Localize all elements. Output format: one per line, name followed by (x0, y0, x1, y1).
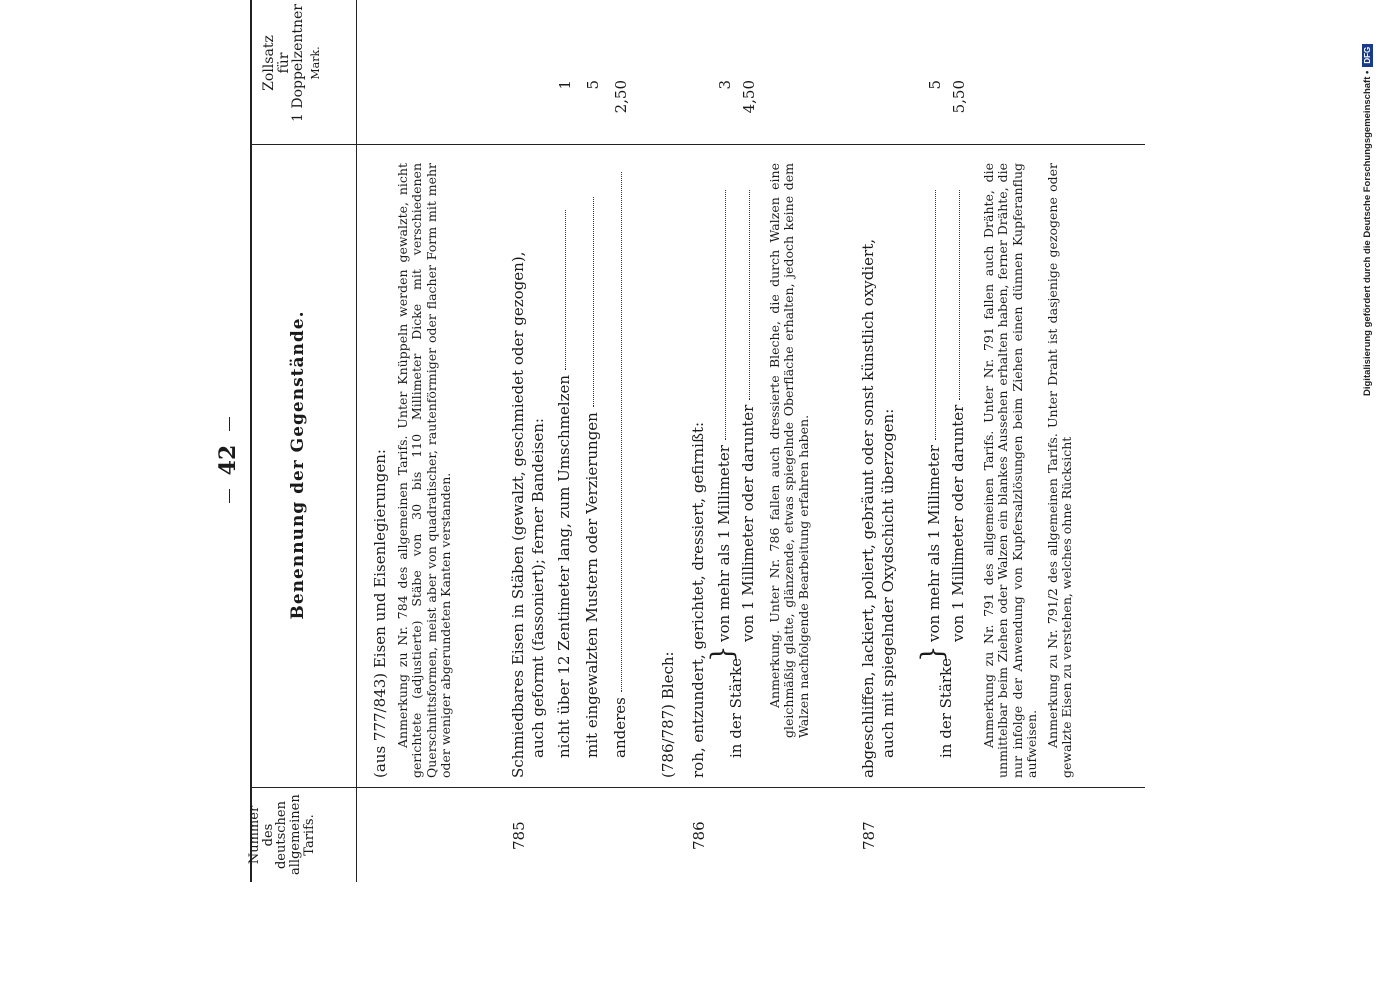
column-divider-1 (250, 787, 1145, 788)
dotted-leader (593, 197, 594, 407)
row-786-item (716, 190, 733, 642)
row-785-item (612, 172, 629, 758)
row-787-note-2: Anmerkung zu Nr. 791/2 des allgemeinen Tarifs. Unter Draht ist dasjenige gezogene oder gewalzte Eisen zu verstehen, welches ohne Rücksicht (1045, 163, 1075, 778)
rate-785-1: 1 (556, 80, 574, 90)
item-label: von 1 Millimeter oder darunter (739, 404, 757, 642)
table-top-rule (250, 0, 252, 882)
header-duty-line: für (275, 52, 292, 74)
rate-787-2: 5,50 (950, 80, 968, 114)
header-number-line: deutschen (274, 801, 290, 870)
dash-right (229, 417, 230, 431)
credit-text: Digitalisierung gefördert durch die Deutsche Forschungsgemeinschaft • (1362, 70, 1373, 396)
header-duty-line: 1 Doppelzentner (290, 4, 307, 122)
header-description: Benennung der Gegenstände. (288, 310, 308, 620)
column-divider-2 (250, 144, 1145, 145)
header-duty-unit: Mark. (309, 46, 323, 80)
item-label: von 1 Millimeter oder darunter (949, 404, 967, 642)
header-duty-line: Zollsatz (261, 35, 277, 91)
header-tariff-number (248, 795, 316, 875)
header-duty-rate (262, 0, 322, 138)
page-number (215, 360, 241, 560)
dotted-leader (565, 210, 566, 370)
header-number-line: des (260, 823, 276, 847)
dfg-logo: DFG (1362, 44, 1373, 67)
item-label: von mehr als 1 Millimeter (715, 445, 733, 642)
rate-786-1: 3 (716, 80, 734, 90)
rate-787-1: 5 (926, 80, 944, 90)
curly-brace: } (916, 645, 950, 662)
header-number-line: Nummer (247, 805, 262, 865)
item-label: mit eingewalzten Mustern oder Verzierungen (583, 412, 601, 758)
dotted-leader (935, 190, 936, 440)
dash-left (229, 489, 230, 503)
row-785-item (556, 210, 573, 758)
table-header-rule (356, 0, 357, 882)
row-787-item (926, 190, 943, 642)
tariff-number-786: 786 (690, 821, 708, 850)
row-787-heading: abgeschliffen, lackiert, poliert, gebräunt oder sonst künstlich oxydiert, (859, 239, 877, 778)
dotted-leader (959, 190, 960, 400)
row-786-note: Anmerkung. Unter Nr. 786 fallen auch dressierte Bleche, die durch Walzen eine gleichmäßig glatte, glänzende, etwas spiegelnde Oberfläche erhalten, jedoch keine dem Walzen nachfolgende Bearbeitung erfahren haben. (767, 163, 811, 738)
row-785-heading-cont: auch geformt (fassoniert); ferner Bandeisen: (529, 418, 547, 758)
dotted-leader (749, 190, 750, 400)
header-number-line: Tarifs. (301, 814, 317, 856)
intro-heading: (aus 777/843) Eisen und Eisenlegierungen: (371, 449, 389, 778)
row-786-pre: (786/787) Blech: (659, 651, 677, 778)
tariff-number-787: 787 (860, 821, 878, 850)
row-785-item (584, 197, 601, 758)
curly-brace: } (706, 645, 740, 662)
row-787-brace-label: in der Stärke (937, 657, 955, 758)
intro-note: Anmerkung zu Nr. 784 des allgemeinen Tarifs. Unter Knüppeln werden gewalzte, nicht gerichtete (adjustierte) Stäbe von 30 bis 110 Millimeter Dicke mit verschiedenen Querschnittsformen, meist aber von quadratischer, rautenförmiger oder flacher Form mit mehr oder weniger abgerundeten Kanten verstanden. (395, 163, 454, 778)
row-787-item (950, 190, 967, 642)
digitization-credit (1360, 6, 1380, 996)
tariff-number-785: 785 (510, 821, 528, 850)
credit-text-wrap (1362, 44, 1373, 396)
page-number-text: 42 (215, 444, 241, 476)
row-786-heading: roh, entzundert, gerichtet, dressiert, gefirnißt: (689, 421, 707, 778)
rate-785-3: 2,50 (612, 80, 630, 114)
header-number-line: allgemeinen (287, 794, 303, 875)
rate-786-2: 4,50 (740, 80, 758, 114)
row-786-brace-label: in der Stärke (727, 657, 745, 758)
dotted-leader (621, 172, 622, 692)
item-label: nicht über 12 Zentimeter lang, zum Umschmelzen (555, 374, 573, 758)
item-label: von mehr als 1 Millimeter (925, 445, 943, 642)
row-787-note-1: Anmerkung zu Nr. 791 des allgemeinen Tarifs. Unter Nr. 791 fallen auch Drähte, die unmittelbar beim Ziehen oder Walzen ein blankes Aussehen erhalten haben, ferner Drähte, die nur infolge der Anwendung von Kupfersalzlösungen beim Ziehen einen dünnen Kupferanflug aufweisen. (981, 163, 1040, 778)
rate-785-2: 5 (584, 80, 602, 90)
row-785-heading: Schmiedbares Eisen in Stäben (gewalzt, geschmiedet oder gezogen), (509, 251, 527, 778)
dotted-leader (725, 190, 726, 440)
item-label: anderes (611, 697, 629, 758)
row-787-heading-cont: auch mit spiegelnder Oxydschicht überzogen: (879, 408, 897, 758)
row-786-item (740, 190, 757, 642)
